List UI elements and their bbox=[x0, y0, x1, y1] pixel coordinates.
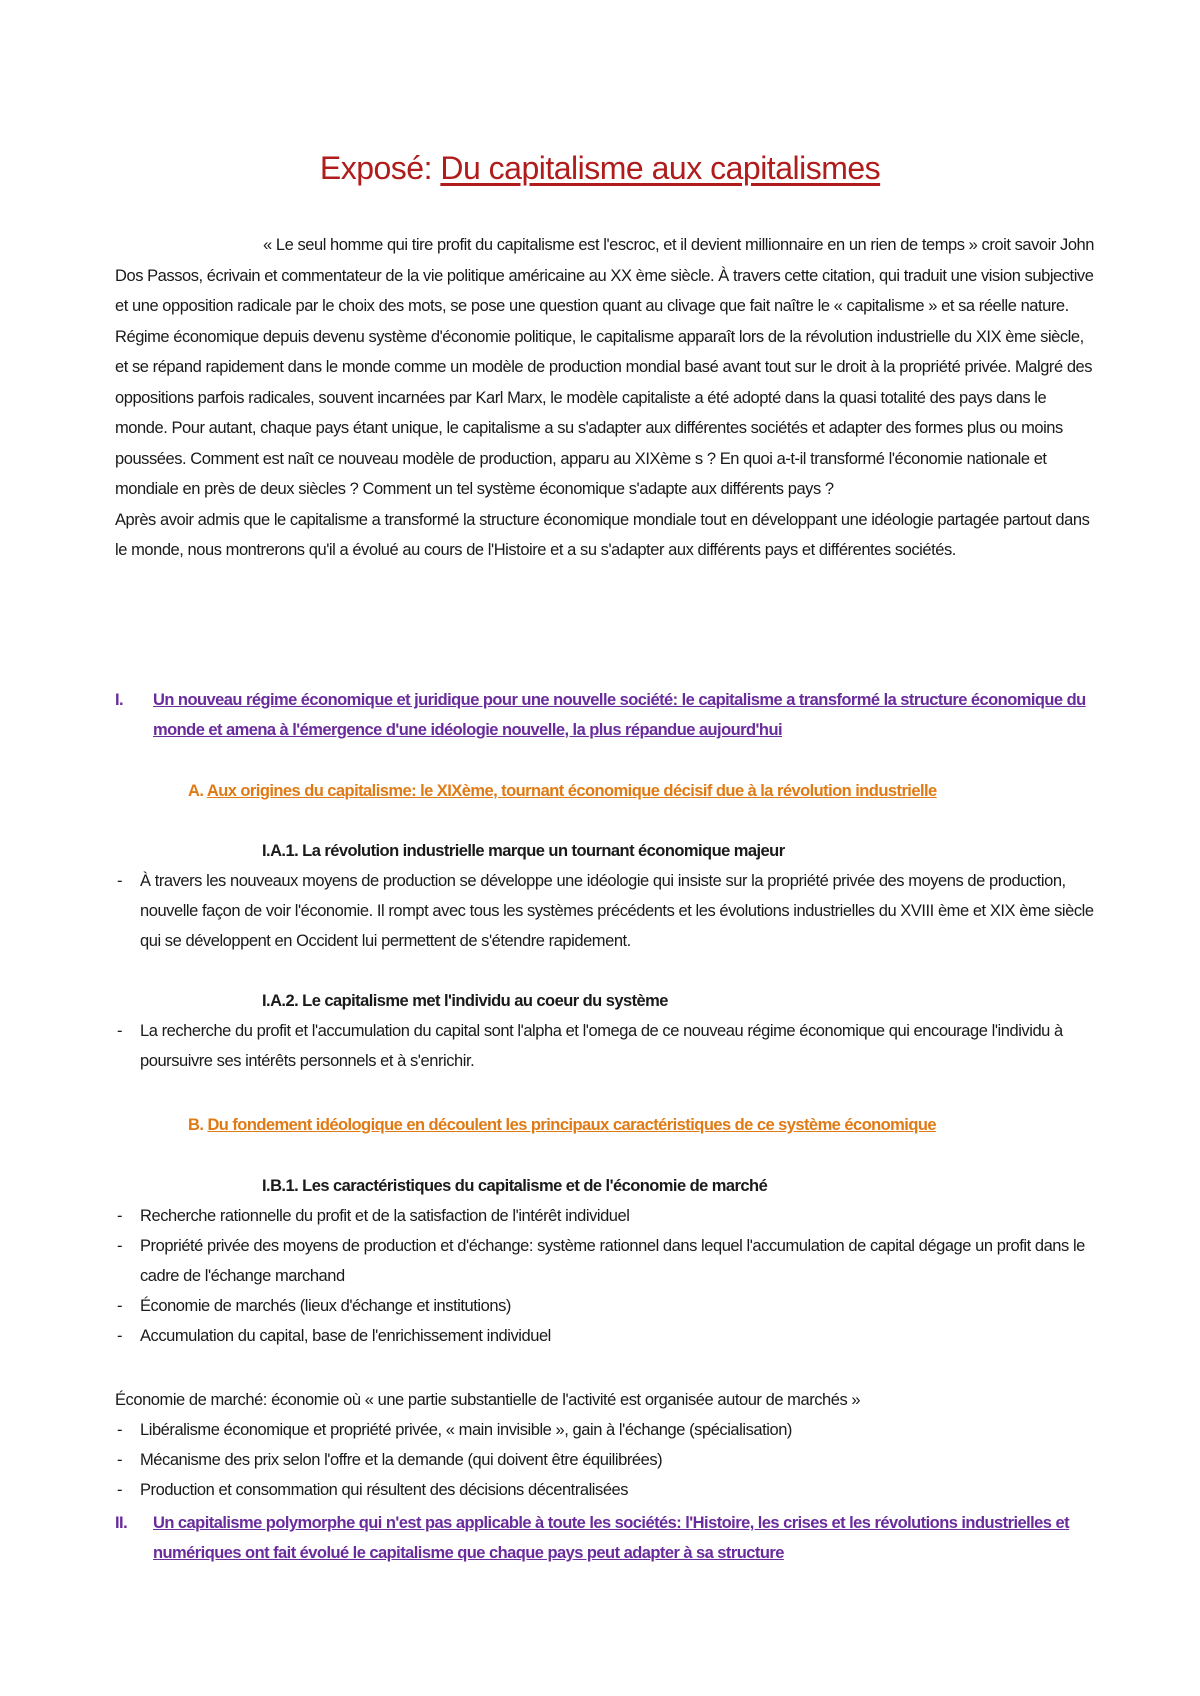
part-1-heading bbox=[115, 685, 1100, 745]
list-item: - Recherche rationnelle du profit et de la satisfaction de l'intérêt individuel bbox=[115, 1201, 1095, 1231]
title-main: Du capitalisme aux capitalismes bbox=[440, 150, 881, 186]
market-economy-definition: Économie de marché: économie où « une partie substantielle de l'activité est organisée autour de marchés » bbox=[115, 1391, 861, 1409]
market-economy-list bbox=[115, 1415, 1095, 1505]
subsection-ia2-title: I.A.2. Le capitalisme met l'individu au coeur du système bbox=[262, 992, 668, 1010]
list-item: - Libéralisme économique et propriété privée, « main invisible », gain à l'échange (spécialisation) bbox=[115, 1415, 1095, 1445]
section-b-title: Du fondement idéologique en découlent les principaux caractéristiques de ce système économique bbox=[207, 1116, 937, 1134]
title-prefix: Exposé: bbox=[319, 150, 441, 186]
section-a-title: Aux origines du capitalisme: le XIXème, tournant économique décisif due à la révolution industrielle bbox=[206, 782, 937, 800]
section-b-heading bbox=[188, 1110, 936, 1140]
part-1-number: I. bbox=[115, 691, 124, 709]
intro-paragraph-2: Après avoir admis que le capitalisme a transformé la structure économique mondiale tout en développant une idéologie partagée partout dans le monde, nous montrerons qu'il a évolué au cours de l'Histoire et a su s'adapter aux différents pays et différentes sociétés. bbox=[115, 510, 1090, 559]
subsection-ib1-title: I.B.1. Les caractéristiques du capitalisme et de l'économie de marché bbox=[262, 1177, 768, 1195]
list-item: - Mécanisme des prix selon l'offre et la demande (qui doivent être équilibrées) bbox=[115, 1445, 1095, 1475]
subsection-ib1-list bbox=[115, 1201, 1095, 1351]
intro-paragraph-1: « Le seul homme qui tire profit du capitalisme est l'escroc, et il devient millionnaire en un rien de temps » croit savoir John Dos Passos, écrivain et commentateur de la vie politique américaine au XX ème siècle. À travers cette citation, qui traduit une vision subjective et une opposition radicale par le choix des mots, se pose une question quant au clivage que fait naître le « capitalisme » et sa réelle nature. Régime économique depuis devenu système d'économie politique, le capitalisme apparaît lors de la révolution industrielle du XIX ème siècle, et se répand rapidement dans le monde comme un modèle de production mondial basé avant tout sur le droit à la propriété privée. Malgré des oppositions parfois radicales, souvent incarnées par Karl Marx, le modèle capitaliste a été adopté dans la quasi totalité des pays dans le monde. Pour autant, chaque pays étant unique, le capitalisme a su s'adapter aux différentes sociétés et adapter des formes plus ou moins poussées. Comment est naît ce nouveau modèle de production, apparu au XIXème s ? En quoi a-t-il transformé l'économie nationale et mondiale en près de deux siècles ? Comment un tel système économique s'adapte aux différents pays ? bbox=[115, 236, 1095, 498]
part-2-number: II. bbox=[115, 1514, 128, 1532]
list-item: - À travers les nouveaux moyens de production se développe une idéologie qui insiste sur la propriété privée des moyens de production, nouvelle façon de voir l'économie. Il rompt avec tous les systèmes précédents et les évolutions industrielles du XVIII ème et XIX ème siècle qui se développent en Occident lui permettent de s'étendre rapidement. bbox=[115, 866, 1095, 956]
document-title bbox=[0, 150, 1200, 187]
list-item: - La recherche du profit et l'accumulation du capital sont l'alpha et l'omega de ce nouveau régime économique qui encourage l'individu à poursuivre ses intérêts personnels et à s'enrichir. bbox=[115, 1016, 1095, 1076]
subsection-ia1-title: I.A.1. La révolution industrielle marque un tournant économique majeur bbox=[262, 842, 785, 860]
introduction bbox=[115, 230, 1095, 566]
list-item: - Production et consommation qui résultent des décisions décentralisées bbox=[115, 1475, 1095, 1505]
subsection-ia1-list bbox=[115, 866, 1095, 956]
list-item: - Propriété privée des moyens de production et d'échange: système rationnel dans lequel l'accumulation de capital dégage un profit dans le cadre de l'échange marchand bbox=[115, 1231, 1095, 1291]
section-a-heading bbox=[188, 776, 937, 806]
part-1-title: Un nouveau régime économique et juridique pour une nouvelle société: le capitalisme a transformé la structure économique du monde et amena à l'émergence d'une idéologie nouvelle, la plus répandue aujourd'hui bbox=[153, 691, 1086, 739]
section-b-label: B. bbox=[188, 1116, 208, 1134]
list-item: - Accumulation du capital, base de l'enrichissement individuel bbox=[115, 1321, 1095, 1351]
part-2-title: Un capitalisme polymorphe qui n'est pas applicable à toute les sociétés: l'Histoire, les crises et les révolutions industrielles et numériques ont fait évolué le capitalisme que chaque pays peut adapter à sa structure bbox=[153, 1514, 1070, 1562]
subsection-ia2-list bbox=[115, 1016, 1095, 1076]
section-a-label: A. bbox=[188, 782, 207, 800]
list-item: - Économie de marchés (lieux d'échange et institutions) bbox=[115, 1291, 1095, 1321]
part-2-heading bbox=[115, 1508, 1100, 1568]
